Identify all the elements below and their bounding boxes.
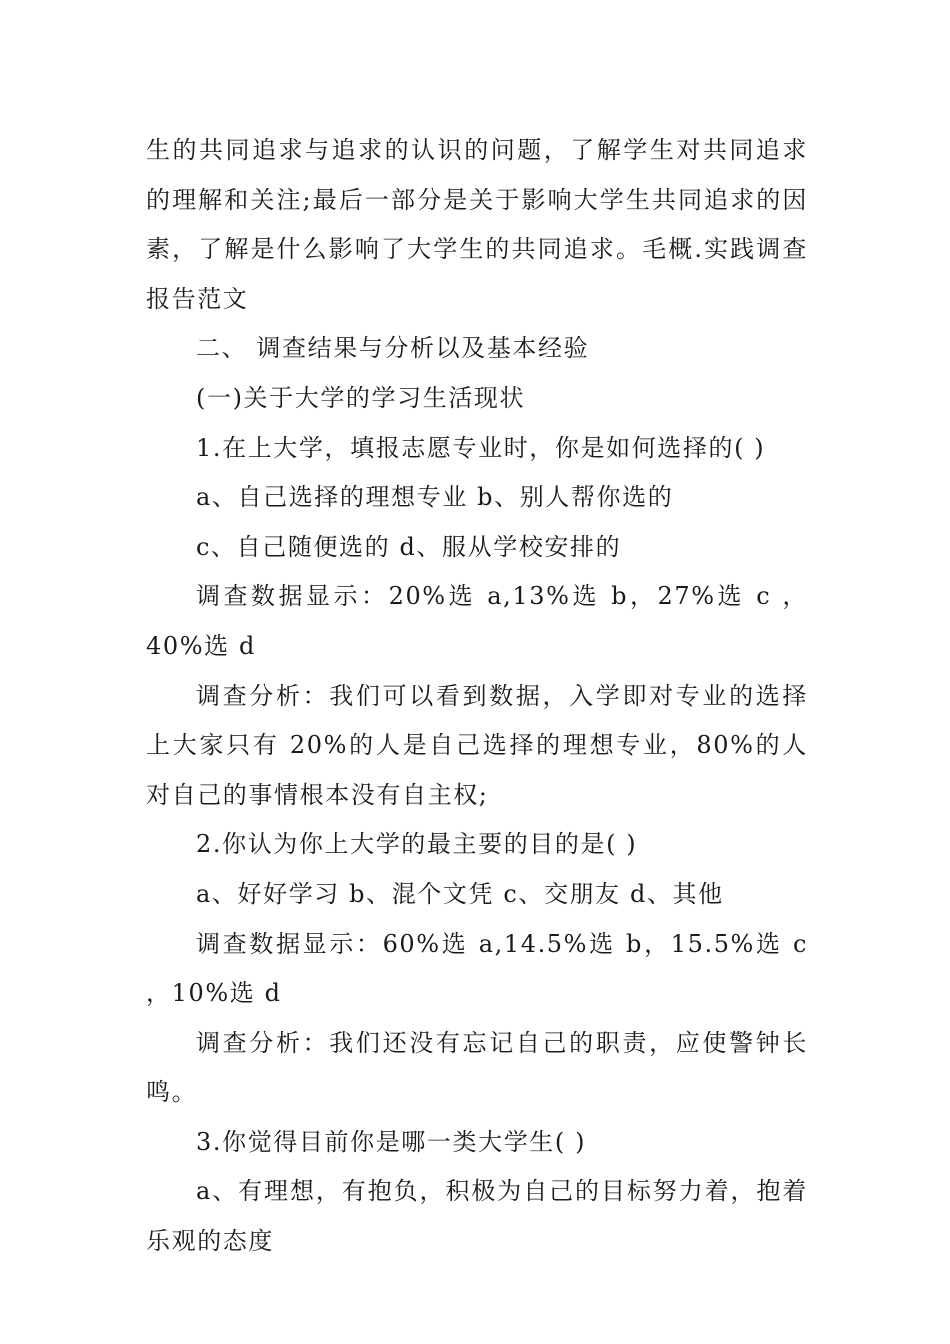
section-heading-results: 二、 调查结果与分析以及基本经验 bbox=[196, 334, 590, 363]
question-2-options: a、好好学习 b、混个文凭 c、交朋友 d、其他 bbox=[196, 879, 724, 908]
question-2: 2.你认为你上大学的最主要的目的是( ) bbox=[196, 830, 638, 859]
subsection-heading-study-life: (一)关于大学的学习生活现状 bbox=[196, 383, 526, 412]
question-1-analysis: 调查分析：我们可以看到数据，入学即对专业的选择上大家只有 20%的人是自己选择的理想专业，80%的人对自己的事情根本没有自主权; bbox=[146, 681, 808, 809]
question-2-data: 调查数据显示：60%选 a,14.5%选 b，15.5%选 c ，10%选 d bbox=[146, 929, 818, 1008]
question-2-analysis: 调查分析：我们还没有忘记自己的职责，应使警钟长鸣。 bbox=[146, 1028, 808, 1107]
document-body bbox=[146, 126, 818, 1267]
paragraph-intro-continuation: 生的共同追求与追求的认识的问题，了解学生对共同追求的理解和关注;最后一部分是关于影响大学生共同追求的因素，了解是什么影响了大学生的共同追求。毛概.实践调查报告范文 bbox=[146, 136, 808, 313]
question-1: 1.在上大学，填报志愿专业时，你是如何选择的( ) bbox=[196, 433, 766, 462]
question-1-options-ab: a、自己选择的理想专业 b、别人帮你选的 bbox=[196, 483, 674, 512]
question-3-option-a: a、有理想，有抱负，积极为自己的目标努力着，抱着乐观的态度 bbox=[146, 1177, 808, 1256]
question-3: 3.你觉得目前你是哪一类大学生( ) bbox=[196, 1127, 587, 1156]
question-1-data: 调查数据显示：20%选 a,13%选 b，27%选 c ，40%选 d bbox=[146, 582, 808, 660]
question-1-options-cd: c、自己随便选的 d、服从学校安排的 bbox=[196, 532, 622, 561]
